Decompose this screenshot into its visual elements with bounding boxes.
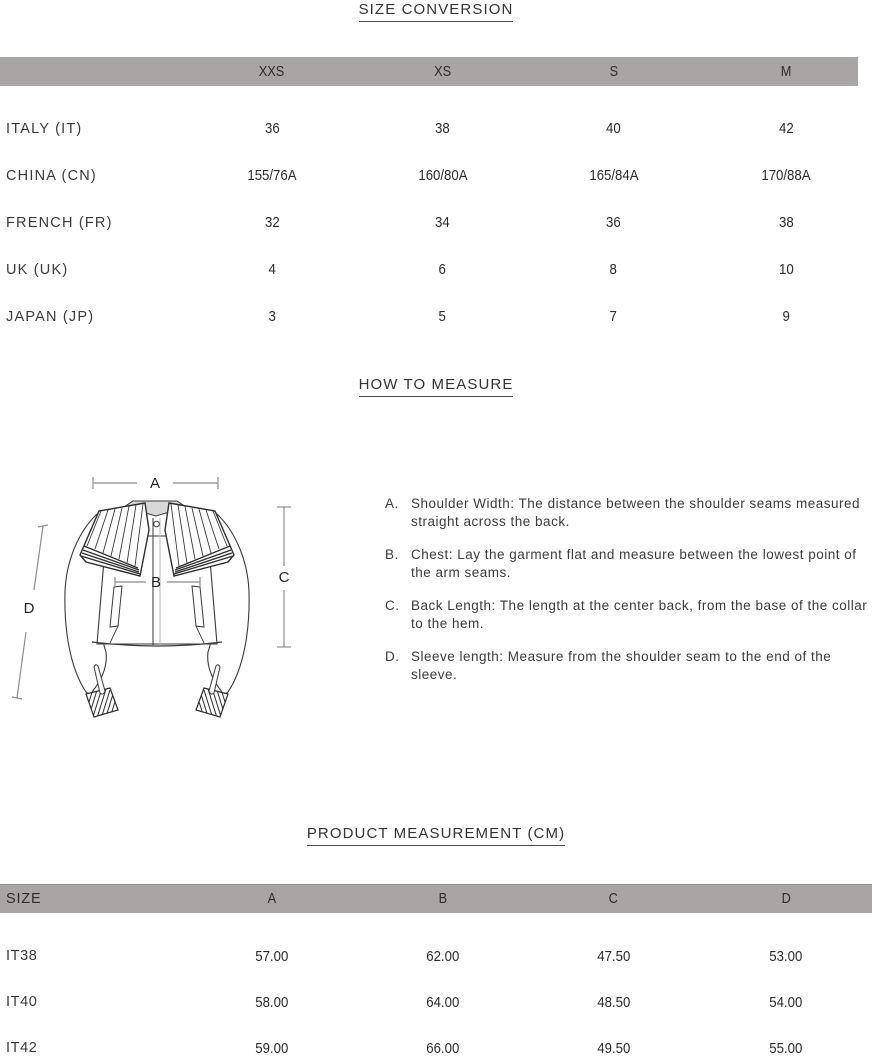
product-measurement-title [0, 825, 872, 846]
cuffs [84, 665, 230, 724]
table-row-japan [0, 293, 872, 340]
product-col-size: SIZE [6, 890, 42, 907]
cell-value: 58.00 [255, 993, 289, 1011]
measure-item-key: D. [385, 649, 400, 664]
table-row-it42 [0, 1025, 872, 1059]
size-conversion-title-text: SIZE CONVERSION [359, 1, 514, 22]
measure-instructions [385, 495, 872, 699]
row-label: ITALY (IT) [6, 120, 83, 137]
measure-item-b [385, 546, 872, 582]
size-conversion-col-xs: XS [433, 63, 452, 80]
button [154, 521, 160, 527]
cell-value: 49.50 [596, 1039, 631, 1057]
table-row-china [0, 152, 872, 199]
cell-value: 57.00 [255, 947, 289, 965]
cell-value: 5 [438, 308, 447, 325]
product-col-a: A [267, 890, 277, 907]
how-to-measure-title-text: HOW TO MEASURE [359, 376, 514, 397]
cell-value: 62.00 [425, 947, 460, 965]
row-label: JAPAN (JP) [6, 308, 95, 325]
cell-value: 53.00 [769, 947, 803, 965]
row-label: FRENCH (FR) [6, 214, 113, 231]
table-row-it38 [0, 933, 872, 979]
table-row-french [0, 199, 872, 246]
cell-value: 36 [606, 214, 621, 231]
measure-item-key: B. [385, 547, 399, 562]
cell-value: 38 [435, 120, 450, 137]
cell-value: 3 [268, 308, 276, 325]
table-row-italy [0, 105, 872, 152]
size-conversion-col-s: S [609, 63, 618, 80]
product-col-c: C [608, 890, 619, 907]
dimension-label-d: D [23, 600, 35, 617]
measure-item-text: Sleeve length: Measure from the shoulder seam to the end of the sleeve. [411, 649, 832, 682]
measure-item-text: Back Length: The length at the center back, from the base of the collar to the hem. [411, 598, 868, 631]
table-row-it40 [0, 979, 872, 1025]
cell-value: 10 [778, 261, 794, 278]
row-label: UK (UK) [6, 261, 69, 278]
cell-value: 4 [268, 261, 276, 278]
cell-value: 155/76A [247, 167, 297, 184]
cell-value: 48.50 [596, 993, 631, 1011]
size-conversion-title [0, 1, 872, 22]
jacket-line-drawing [0, 440, 340, 740]
measure-item-d [385, 648, 872, 684]
dimension-label-b: B [150, 574, 162, 591]
row-label: CHINA (CN) [6, 167, 97, 184]
cell-value: 47.50 [596, 947, 631, 965]
size-conversion-col-xxs: XXS [259, 63, 285, 80]
cell-value: 170/88A [761, 167, 811, 184]
product-measurement-title-text: PRODUCT MEASUREMENT (CM) [307, 825, 565, 846]
cell-value: 9 [782, 308, 790, 325]
cell-value: 38 [778, 214, 794, 231]
cell-value: 42 [778, 120, 794, 137]
size-conversion-table-body [0, 105, 872, 340]
measure-item-text: Chest: Lay the garment flat and measure between the lowest point of the arm seams. [411, 547, 857, 580]
size-conversion-header-row [0, 57, 872, 86]
cell-value: 8 [609, 261, 618, 278]
cell-value: 54.00 [769, 993, 803, 1011]
cell-value: 165/84A [588, 167, 639, 184]
cell-value: 160/80A [417, 167, 468, 184]
row-label: IT42 [6, 1040, 38, 1056]
product-measurement-header-row [0, 884, 872, 913]
product-col-b: B [438, 890, 447, 907]
cell-value: 7 [609, 308, 618, 325]
product-measurement-table-body [0, 933, 872, 1059]
cell-value: 40 [606, 120, 621, 137]
cell-value: 34 [435, 214, 450, 231]
cell-value: 32 [264, 214, 280, 231]
dimension-label-c: C [278, 569, 290, 586]
cell-value: 55.00 [769, 1039, 803, 1057]
product-col-d: D [781, 890, 791, 907]
dimension-label-a: A [149, 475, 161, 492]
cell-value: 66.00 [425, 1039, 460, 1057]
how-to-measure-title [0, 376, 872, 397]
row-label: IT40 [6, 994, 38, 1010]
cell-value: 36 [264, 120, 280, 137]
cell-value: 6 [438, 261, 447, 278]
measure-item-a [385, 495, 872, 531]
table-row-uk [0, 246, 872, 293]
measure-item-c [385, 597, 872, 633]
cell-value: 59.00 [255, 1039, 289, 1057]
measure-item-key: A. [385, 496, 399, 511]
measure-item-key: C. [385, 598, 400, 613]
row-label: IT38 [6, 948, 38, 964]
size-conversion-col-m: M [780, 63, 792, 80]
measure-item-text: Shoulder Width: The distance between the shoulder seams measured straight across the back. [411, 496, 860, 529]
cell-value: 64.00 [425, 993, 460, 1011]
